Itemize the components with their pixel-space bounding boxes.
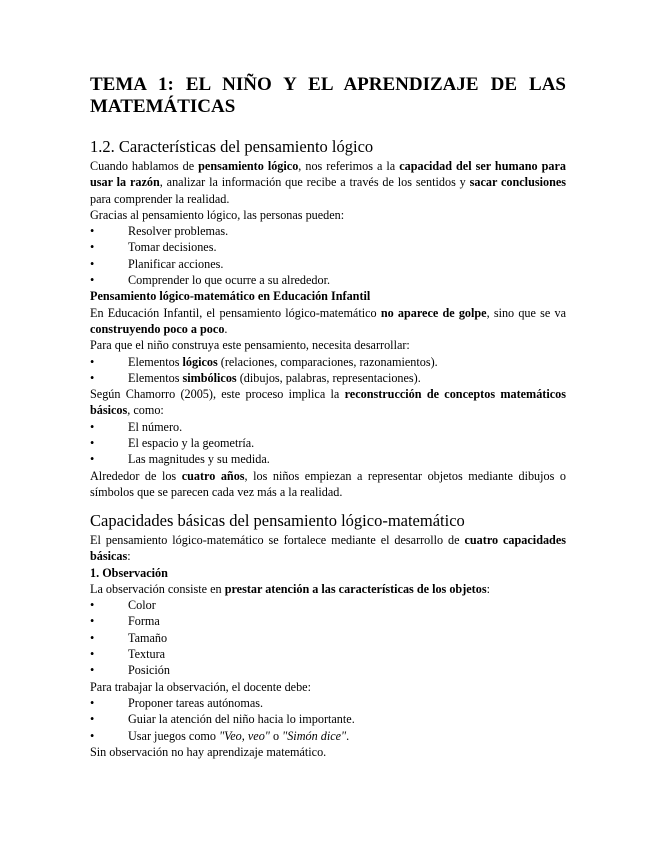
document-title xyxy=(90,74,566,118)
paragraph: El pensamiento lógico-matemático se fortalece mediante el desarrollo de cuatro capacidades básicas: xyxy=(90,533,566,564)
list-item: • Elementos simbólicos (dibujos, palabras, representaciones). xyxy=(90,370,566,386)
paragraph: Según Chamorro (2005), este proceso implica la reconstrucción de conceptos matemáticos básicos, como: xyxy=(90,387,566,418)
list-item: • Tamaño xyxy=(90,630,566,646)
list-item: • Textura xyxy=(90,646,566,662)
paragraph: Cuando hablamos de pensamiento lógico, nos referimos a la capacidad del ser humano para usar la razón, analizar la información que recibe a través de los sentidos y sacar conclusiones para comprender la realidad. xyxy=(90,159,566,206)
list-item: • Planificar acciones. xyxy=(90,256,566,272)
section-body-capacidades xyxy=(90,532,566,760)
paragraph: Para que el niño construya este pensamiento, necesita desarrollar: xyxy=(90,338,410,353)
list-item: • Elementos lógicos (relaciones, comparaciones, razonamientos). xyxy=(90,354,566,370)
list-item: • Las magnitudes y su medida. xyxy=(90,451,566,467)
document-title-line1: TEMA 1: EL NIÑO Y EL APRENDIZAJE DE LAS xyxy=(90,74,566,95)
paragraph: Sin observación no hay aprendizaje matemático. xyxy=(90,744,327,759)
list-item: • Proponer tareas autónomas. xyxy=(90,695,566,711)
document-title-line2: MATEMÁTICAS xyxy=(90,96,236,117)
paragraph: Alrededor de los cuatro años, los niños empiezan a representar objetos mediante dibujos o símbolos que se parecen cada vez más a la realidad. xyxy=(90,468,566,499)
subheading: 1. Observación xyxy=(90,565,168,580)
list-item: • Comprender lo que ocurre a su alrededor. xyxy=(90,272,566,288)
list-item: • Color xyxy=(90,597,566,613)
list-item: • Usar juegos como "Veo, veo" o "Simón dice". xyxy=(90,728,566,744)
paragraph: Gracias al pensamiento lógico, las personas pueden: xyxy=(90,207,345,222)
list-item: • El número. xyxy=(90,419,566,435)
list-item: • El espacio y la geometría. xyxy=(90,435,566,451)
list-item: • Forma xyxy=(90,613,566,629)
subheading: Pensamiento lógico-matemático en Educación Infantil xyxy=(90,289,371,304)
paragraph: La observación consiste en prestar atención a las características de los objetos: xyxy=(90,581,490,596)
section-heading-capacidades: Capacidades básicas del pensamiento lógico-matemático xyxy=(90,511,465,530)
section-body-caracteristicas xyxy=(90,158,566,500)
paragraph: En Educación Infantil, el pensamiento lógico-matemático no aparece de golpe, sino que se va construyendo poco a poco. xyxy=(90,305,566,336)
list-item: • Posición xyxy=(90,662,566,678)
paragraph: Para trabajar la observación, el docente debe: xyxy=(90,679,311,694)
section-heading-caracteristicas: 1.2. Características del pensamiento lógico xyxy=(90,137,374,156)
list-item: • Guiar la atención del niño hacia lo importante. xyxy=(90,711,566,727)
list-item: • Resolver problemas. xyxy=(90,223,566,239)
list-item: • Tomar decisiones. xyxy=(90,239,566,255)
